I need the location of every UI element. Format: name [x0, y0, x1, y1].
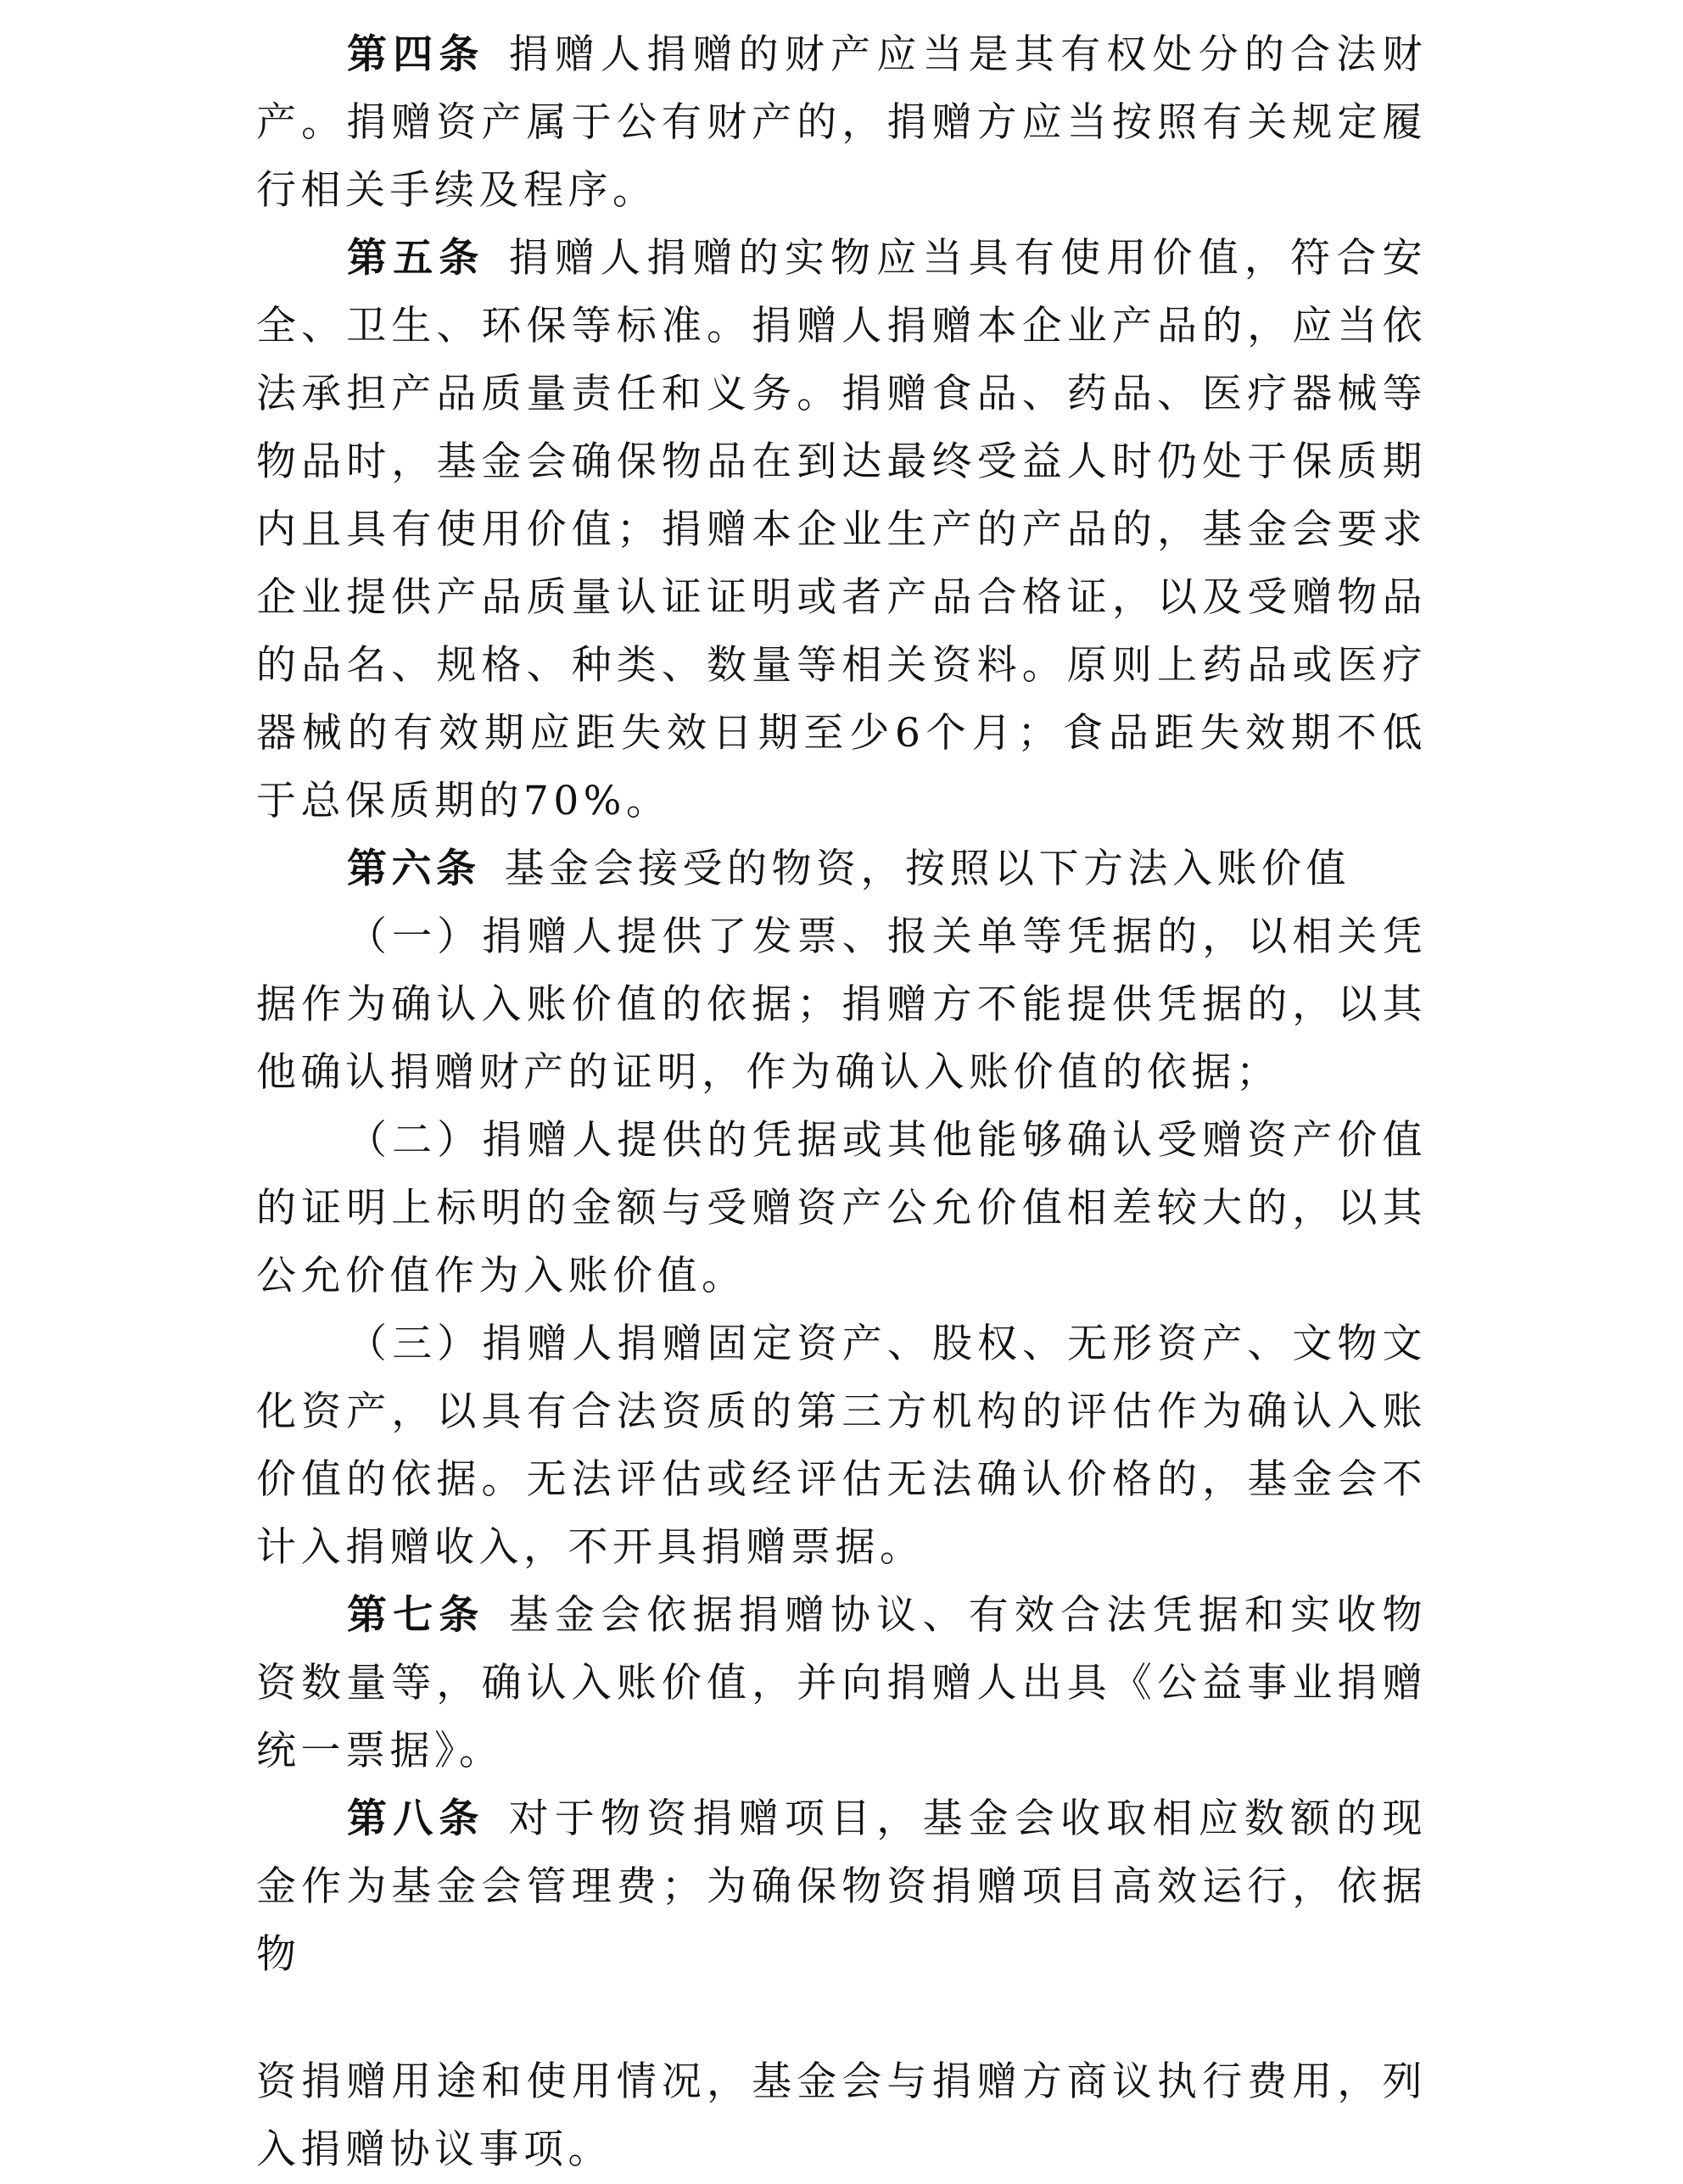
article-7	[256, 1582, 1427, 1785]
document-page	[256, 21, 1427, 2184]
article-heading: 第五条	[347, 235, 485, 282]
article-body: 基金会接受的物资，按照以下方法入账价值	[504, 846, 1350, 892]
article-4	[256, 21, 1427, 225]
article-body: 基金会依据捐赠协议、有效合法凭据和实收物资数量等，确认入账价值，并向捐赠人出具《公益事业捐赠统一票据》。	[256, 1592, 1428, 1774]
list-item: （一）捐赠人提供了发票、报关单等凭据的，以相关凭据作为确认入账价值的依据；捐赠方不能提供凭据的，以其他确认捐赠财产的证明，作为确认入账价值的依据；	[256, 913, 1427, 1096]
article-heading: 第七条	[347, 1592, 485, 1639]
article-8	[256, 1785, 1427, 1989]
article-8-continued: 资捐赠用途和使用情况，基金会与捐赠方商议执行费用，列入捐赠协议事项。	[256, 2058, 1427, 2173]
article-body: 捐赠人捐赠的财产应当是其有权处分的合法财产。捐赠资产属于公有财产的，捐赠方应当按照有关规定履行相关手续及程序。	[256, 31, 1428, 214]
article-5	[256, 225, 1427, 835]
article-6	[256, 835, 1427, 903]
article-body: 捐赠人捐赠的实物应当具有使用价值，符合安全、卫生、环保等标准。捐赠人捐赠本企业产品的，应当依法承担产品质量责任和义务。捐赠食品、药品、医疗器械等物品时，基金会确保物品在到达最终受益人时仍处于保质期内且具有使用价值；捐赠本企业生产的产品的，基金会要求企业提供产品质量认证证明或者产品合格证，以及受赠物品的品名、规格、种类、数量等相关资料。原则上药品或医疗器械的有效期应距失效日期至少6个月；食品距失效期不低于总保质期的70%。	[256, 235, 1428, 824]
page-break-gap	[256, 1989, 1427, 2048]
article-body-part-1: 对于物资捐赠项目，基金会收取相应数额的现金作为基金会管理费；为确保物资捐赠项目高效运行，依据物	[256, 1796, 1428, 1978]
article-heading: 第四条	[347, 31, 485, 78]
list-item: （二）捐赠人提供的凭据或其他能够确认受赠资产价值的证明上标明的金额与受赠资产公允价值相差较大的，以其公允价值作为入账价值。	[256, 1117, 1427, 1299]
article-heading: 第八条	[347, 1796, 485, 1842]
article-heading: 第六条	[347, 846, 481, 892]
list-item: （三）捐赠人捐赠固定资产、股权、无形资产、文物文化资产，以具有合法资质的第三方机构的评估作为确认入账价值的依据。无法评估或经评估无法确认价格的，基金会不计入捐赠收入，不开具捐赠票据。	[256, 1321, 1427, 1571]
